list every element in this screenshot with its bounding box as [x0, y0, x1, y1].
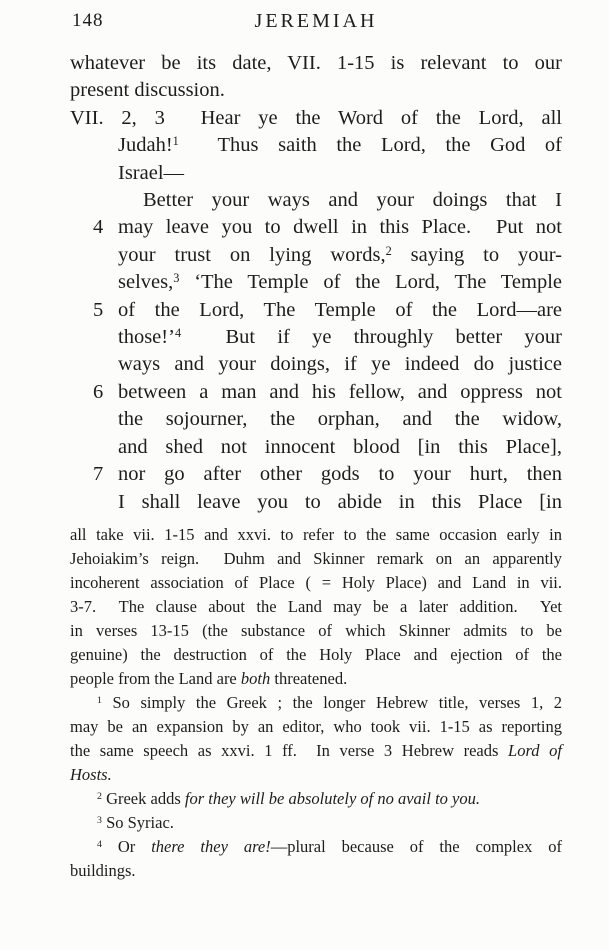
- body-text-line: [70, 187, 562, 214]
- footnote-ref: 2: [385, 243, 392, 258]
- body-text-line: [70, 160, 562, 187]
- footnote-ref: 4: [97, 839, 102, 851]
- page-number: 148: [72, 10, 104, 31]
- line-text: 3-7. The clause about the Land may be a later addition. Yet: [70, 596, 562, 616]
- body-text-line: [70, 269, 562, 296]
- footnote-ref: 2: [97, 791, 102, 803]
- line-text: $^3$ So Syriac.: [97, 812, 174, 832]
- body-text-line: [70, 406, 562, 433]
- line-text: those!’$^4$ But if ye throughly better your: [118, 326, 562, 349]
- line-text: the sojourner, the orphan, and the widow,: [118, 408, 562, 431]
- line-text: between a man and his fellow, and oppress not: [118, 380, 562, 403]
- running-title: JEREMIAH: [254, 10, 378, 32]
- line-text: Jehoiakim’s reign. Duhm and Skinner remark on an apparently: [70, 548, 562, 568]
- footnote-line: [70, 739, 562, 763]
- line-text: nor go after other gods to your hurt, then: [118, 463, 562, 486]
- text-column: [70, 50, 562, 883]
- line-text: all take vii. 1-15 and xxvi. to refer to the same occasion early in: [70, 524, 562, 544]
- line-text: Israel—: [118, 161, 185, 184]
- body-text-line: [70, 50, 562, 77]
- footnote-line: [70, 763, 562, 787]
- line-text: incoherent association of Place ( = Holy Place) and Land in vii.: [70, 572, 562, 592]
- footnote-line: [70, 523, 562, 547]
- footnote-ref: 3: [97, 815, 102, 827]
- footnote-ref: 1: [172, 134, 179, 149]
- body-text-line: [70, 77, 562, 104]
- scripture-body: [70, 50, 562, 516]
- line-text: of the Lord, The Temple of the Lord—are: [118, 298, 562, 321]
- footnote-ref: 1: [97, 695, 102, 707]
- line-text: present discussion.: [70, 79, 225, 102]
- footnote-line: [70, 571, 562, 595]
- line-text: may leave you to dwell in this Place. Put not: [118, 216, 562, 239]
- page-header: [0, 0, 609, 38]
- footnote-line: [70, 691, 562, 715]
- body-text-line: [70, 351, 562, 378]
- footnotes: [70, 523, 562, 883]
- body-text-line: [70, 434, 562, 461]
- line-text: $^4$ Or there they are!—plural because of the complex of: [97, 836, 562, 856]
- footnote-line: [70, 643, 562, 667]
- footnote-line: [70, 811, 562, 835]
- footnote-line: [70, 619, 562, 643]
- line-text: selves,$^3$ ‘The Temple of the Lord, The Temple: [118, 271, 562, 294]
- body-text-line: [70, 324, 562, 351]
- line-text: I shall leave you to abide in this Place [in: [118, 490, 562, 513]
- footnote-line: [70, 667, 562, 691]
- body-text-line: [70, 489, 562, 516]
- body-text-line: [70, 297, 562, 324]
- line-text: $^2$ Greek adds for they will be absolutely of no avail to you.: [97, 788, 480, 808]
- body-text-line: [70, 105, 562, 132]
- line-text: $^1$ So simply the Greek ; the longer Hebrew title, verses 1, 2: [97, 692, 562, 712]
- line-text: Hosts.: [70, 764, 112, 784]
- line-text: whatever be its date, VII. 1-15 is relevant to our: [70, 52, 562, 74]
- body-text-line: [70, 214, 562, 241]
- body-text-line: [70, 379, 562, 406]
- verse-number: 7: [93, 463, 104, 486]
- line-text: VII. 2, 3 Hear ye the Word of the Lord, all: [70, 106, 562, 129]
- footnote-line: [70, 859, 562, 883]
- footnote-line: [70, 787, 562, 811]
- line-text: your trust on lying words,$^2$ saying to your-: [118, 243, 562, 266]
- line-text: buildings.: [70, 860, 136, 880]
- body-text-line: [70, 461, 562, 488]
- line-text: people from the Land are both threatened.: [70, 668, 348, 688]
- footnote-line: [70, 715, 562, 739]
- verse-number: 6: [93, 380, 104, 403]
- line-text: may be an expansion by an editor, who took vii. 1-15 as reporting: [70, 716, 562, 736]
- line-text: and shed not innocent blood [in this Place],: [118, 435, 562, 458]
- verse-number: 5: [93, 298, 104, 321]
- line-text: ways and your doings, if ye indeed do justice: [118, 353, 562, 376]
- footnote-line: [70, 835, 562, 859]
- footnote-ref: 3: [173, 271, 180, 286]
- line-text: Judah!$^1$ Thus saith the Lord, the God of: [118, 134, 562, 157]
- line-text: in verses 13-15 (the substance of which Skinner admits to be: [70, 620, 562, 640]
- body-text-line: [70, 242, 562, 269]
- line-text: Better your ways and your doings that I: [143, 189, 562, 212]
- footnote-line: [70, 595, 562, 619]
- verse-number: 4: [93, 216, 104, 239]
- footnote-line: [70, 547, 562, 571]
- body-text-line: [70, 132, 562, 159]
- line-text: genuine) the destruction of the Holy Place and ejection of the: [70, 644, 562, 664]
- line-text: the same speech as xxvi. 1 ff. In verse 3 Hebrew reads Lord of: [70, 740, 562, 760]
- footnote-ref: 4: [174, 326, 182, 341]
